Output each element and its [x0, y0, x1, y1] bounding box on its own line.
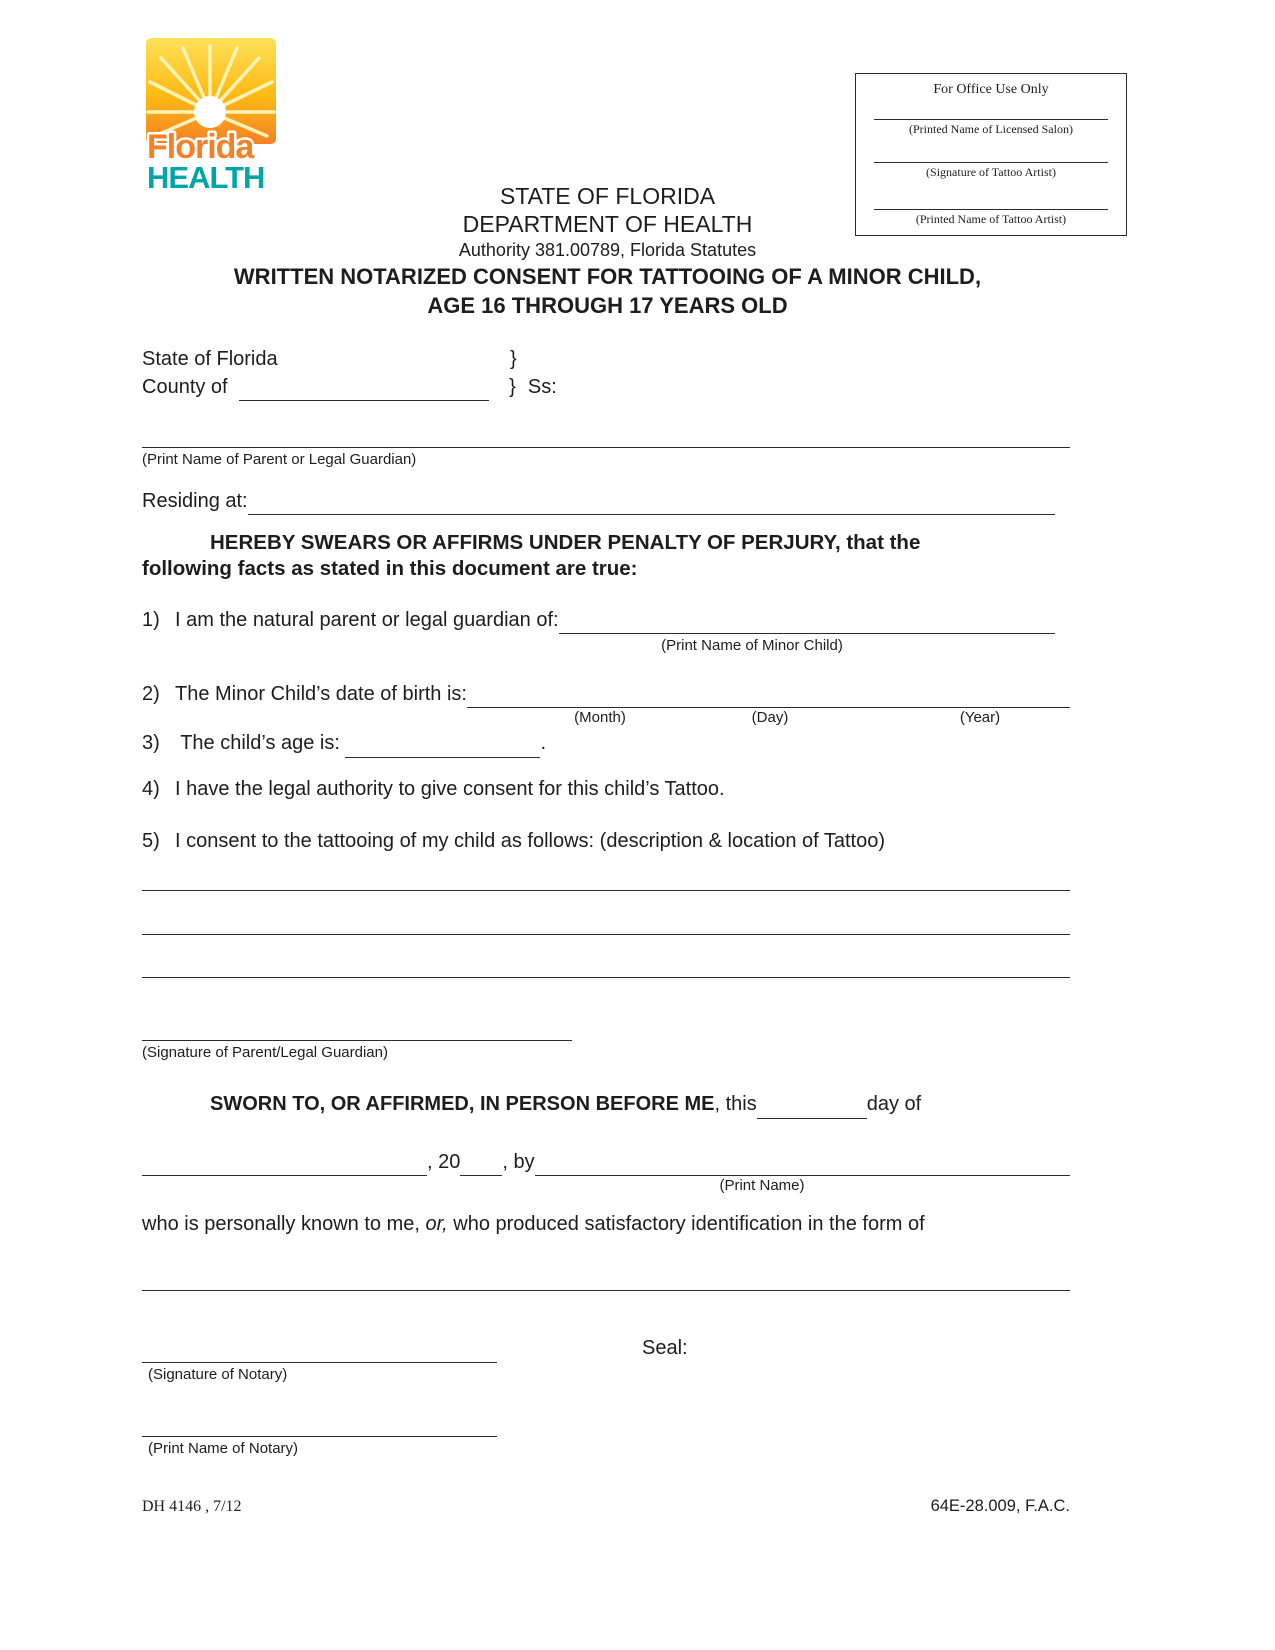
known-pre-text: who is personally known to me, — [142, 1213, 426, 1235]
brace-bottom: } — [509, 376, 516, 398]
sworn-name-input-line — [535, 1150, 1070, 1176]
sworn-print-name-caption: (Print Name) — [719, 1177, 805, 1194]
item-2-number: 2) — [142, 683, 160, 705]
notary-signature-caption: (Signature of Notary) — [148, 1366, 288, 1383]
notary-signature-line — [142, 1339, 497, 1363]
minor-name-input-line — [559, 608, 1055, 634]
item-1-number: 1) — [142, 609, 160, 631]
residing-label: Residing at: — [142, 490, 248, 512]
form-body — [142, 345, 1070, 1459]
sworn-this-label: , this — [714, 1093, 757, 1115]
form-title-line1: WRITTEN NOTARIZED CONSENT FOR TATTOOING OF A MINOR CHILD, — [233, 264, 982, 289]
sun-circle — [194, 96, 226, 128]
item-2 — [142, 680, 1070, 708]
item-5-text: I consent to the tattooing of my child as follows: (description & location of Tattoo) — [175, 830, 886, 852]
seal-label: Seal: — [642, 1337, 688, 1359]
parent-name-line — [142, 447, 1070, 448]
item-1-text: I am the natural parent or legal guardian of: — [175, 609, 559, 631]
venue-county-row — [142, 373, 1070, 401]
known-post-text: who produced satisfactory identification in the form of — [447, 1213, 925, 1235]
authority-line: Authority 381.00789, Florida Statutes — [458, 240, 757, 260]
salon-name-label: (Printed Name of Licensed Salon) — [909, 122, 1073, 136]
form-title-line2: AGE 16 THROUGH 17 YEARS OLD — [427, 293, 788, 318]
artist-name-label: (Printed Name of Tattoo Artist) — [915, 212, 1067, 226]
sworn-line-1 — [142, 1089, 1070, 1119]
sworn-bold-text: SWORN TO, OR AFFIRMED, IN PERSON BEFORE ME — [210, 1093, 715, 1115]
residing-input-line — [248, 489, 1055, 515]
office-box-title: For Office Use Only — [933, 82, 1049, 97]
item-4 — [142, 775, 1070, 803]
item-3-number: 3) — [142, 732, 160, 754]
form-footer — [142, 1497, 1070, 1516]
minor-name-caption: (Print Name of Minor Child) — [661, 637, 843, 654]
item-1 — [142, 606, 1070, 634]
item-3 — [142, 728, 1070, 758]
day-caption: (Day) — [751, 709, 789, 726]
sworn-line-2 — [142, 1146, 1070, 1176]
sun-graphic — [145, 38, 280, 193]
ss-label: Ss: — [527, 376, 557, 398]
item-2-text: The Minor Child’s date of birth is: — [175, 683, 467, 705]
year-caption: (Year) — [959, 709, 1001, 726]
logo-florida-text: Florida — [147, 128, 254, 166]
parent-name-caption: (Print Name of Parent or Legal Guardian) — [142, 451, 417, 468]
item-4-number: 4) — [142, 778, 160, 800]
logo-health-text: HEALTH — [147, 160, 265, 193]
brace-top: } — [510, 348, 517, 370]
oath-line2: following facts as stated in this document are true: — [142, 557, 638, 580]
description-line-3 — [142, 977, 1070, 978]
oath-line1: HEREBY SWEARS OR AFFIRMS UNDER PENALTY OF PERJURY, that the — [210, 531, 921, 554]
sworn-year-input-line — [460, 1152, 502, 1176]
sworn-day-of-label: day of — [866, 1093, 922, 1115]
item-3-text: The child’s age is: — [180, 732, 340, 754]
birthdate-input-line — [467, 682, 1070, 708]
state-line: STATE OF FLORIDA — [499, 183, 716, 209]
item-3-period: . — [540, 732, 547, 754]
sworn-month-input-line — [142, 1152, 427, 1176]
item-4-text: I have the legal authority to give consent for this child’s Tattoo. — [175, 778, 725, 800]
form-number: DH 4146 , 7/12 — [142, 1498, 242, 1515]
venue-state: State of Florida — [142, 348, 278, 370]
notary-print-caption: (Print Name of Notary) — [148, 1440, 299, 1457]
known-or-text: or, — [425, 1213, 448, 1235]
identification-input-line — [142, 1290, 1070, 1291]
artist-signature-label: (Signature of Tattoo Artist) — [926, 165, 1056, 179]
county-input-line — [239, 377, 489, 401]
residing-row — [142, 487, 1070, 515]
parent-signature-line — [142, 1017, 572, 1041]
form-header — [30, 182, 1185, 320]
sworn-twenty-label: , 20 — [427, 1151, 461, 1173]
rule-reference: 64E-28.009, F.A.C. — [930, 1497, 1070, 1515]
department-line: DEPARTMENT OF HEALTH — [462, 211, 753, 237]
month-caption: (Month) — [574, 709, 626, 726]
parent-signature-caption: (Signature of Parent/Legal Guardian) — [142, 1044, 388, 1061]
age-input-line — [345, 734, 540, 758]
item-5 — [142, 827, 1070, 855]
identification-sentence — [142, 1209, 1070, 1239]
notary-signature-row — [142, 1333, 1070, 1363]
florida-health-logo — [145, 38, 280, 193]
birthdate-captions — [142, 708, 1070, 728]
venue-state-row — [142, 345, 1070, 373]
description-line-2 — [142, 934, 1070, 935]
artist-signature-line — [874, 137, 1108, 163]
item-5-number: 5) — [142, 830, 160, 852]
sworn-by-label: , by — [502, 1151, 535, 1173]
notary-print-line — [142, 1413, 497, 1437]
description-line-1 — [142, 890, 1070, 891]
sworn-day-input-line — [757, 1095, 867, 1119]
salon-name-line — [874, 98, 1108, 120]
county-label: County of — [142, 376, 228, 398]
notary-print-row — [142, 1407, 1070, 1437]
